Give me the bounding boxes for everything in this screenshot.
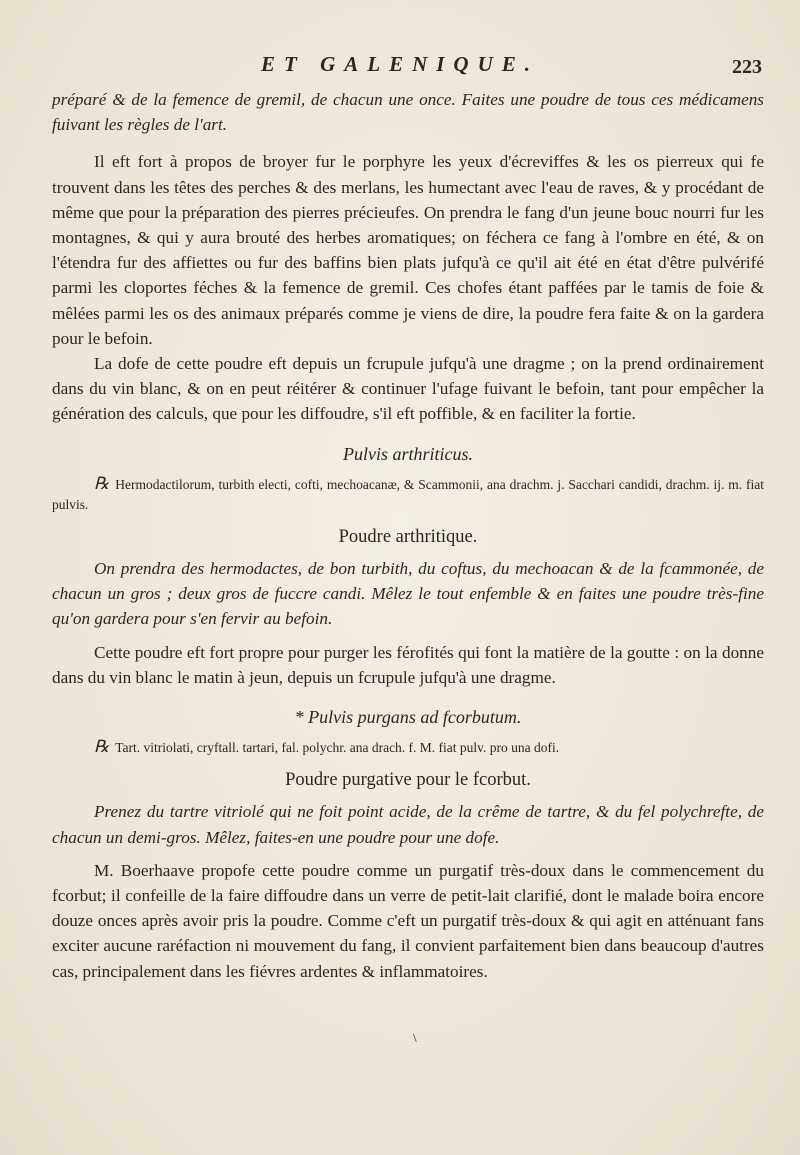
page-body [52, 87, 764, 984]
page-number: 223 [732, 56, 762, 78]
paragraph-scorbut-recipe: Prenez du tartre vitriolé qui ne foit point acide, de la crême de tartre, & du fel polychrefte, de chacun un demi-gros. Mêlez, faites-en une poudre pour une dofe. [52, 802, 764, 847]
recipe-sign-icon: ℞ [94, 473, 110, 493]
page-mark: \ [413, 1030, 417, 1045]
page-header [0, 52, 800, 92]
french-heading-scorbut: Poudre purgative pour le fcorbut. [285, 770, 531, 791]
paragraph-preparation: Il eft fort à propos de broyer fur le porphyre les yeux d'écreviffes & les os pierreux qui fe trouvent dans les têtes des perches & des merlans, les humectant avec l'eau de raves, & y procédant de même que pour la préparation des pierres précieufes. On prendra le fang d'un jeune bouc nourri fur les montagnes, & qui y aura brouté des herbes aromatiques; on féchera ce fang à l'ombre en été, & on l'étendra fur des affiettes ou fur des baffins bien plats jufqu'à ce qu'il ait été en état d'être pulvérifé parmi les cloportes féches & la femence de gremil. Ces chofes étant paffées par le tamis de foie & mêlées parmi les os des animaux préparés comme je viens de dire, la poudre fera faite & on la gardera pour le befoin. [52, 152, 764, 348]
latin-heading-scorbutum: * Pulvis purgans ad fcorbutum. [294, 707, 522, 728]
french-heading-arthritique: Poudre arthritique. [338, 526, 478, 547]
recipe-sign-icon: ℞ [94, 737, 110, 757]
latin-formula-arthriticus [52, 474, 764, 515]
paragraph-arthritique-recipe: On prendra des hermodactes, de bon turbith, du coftus, du mechoacan & de la fcammonée, de chacun un gros ; deux gros de fuccre candi. Mêlez le tout enfemble & en faites une poudre très-fine qu'on gardera pour s'en fervir au befoin. [52, 559, 764, 629]
latin-formula-scorbutum [52, 737, 764, 758]
latin-heading-arthriticus: Pulvis arthriticus. [343, 443, 473, 464]
formula-text: Tart. vitriolati, cryftall. tartari, fal. polychr. ana drach. f. M. fiat pulv. pro una dofi. [115, 740, 560, 756]
carry-over-paragraph: préparé & de la femence de gremil, de chacun une once. Faites une poudre de tous ces médicamens fuivant les règles de l'art. [52, 90, 764, 135]
running-title: ET GALENIQUE. [260, 52, 540, 76]
paragraph-arthritique-use: Cette poudre eft fort propre pour purger les férofités qui font la matière de la goutte : on la donne dans du vin blanc le matin à jeun, depuis un fcrupule jufqu'à une dragme. [52, 642, 764, 687]
paragraph-dose: La dofe de cette poudre eft depuis un fcrupule jufqu'à une dragme ; on la prend ordinairement dans du vin blanc, & on en peut réitérer & continuer l'ufage fuivant le befoin, tant pour empêcher la génération des calculs, que pour les diffoudre, s'il eft poffible, & en faciliter la fortie. [52, 354, 764, 424]
paragraph-boerhaave: M. Boerhaave propofe cette poudre comme un purgatif très-doux dans le commencement du fcorbut; il confeille de la faire diffoudre dans un verre de petit-lait clarifié, dont le malade boira encore douze onces après avoir pris la poudre. Comme c'eft un purgatif très-doux & qui agit en atténuant fans exciter aucune raréfaction ni mouvement du fang, il convient parfaitement bien dans beaucoup d'autres cas, principalement dans les fiévres ardentes & inflammatoires. [52, 860, 764, 981]
formula-text: Hermodactilorum, turbith electi, cofti, mechoacanæ, & Scammonii, ana drachm. j. Sacchari candidi, drachm. ij. m. fiat pulvis. [52, 476, 764, 512]
